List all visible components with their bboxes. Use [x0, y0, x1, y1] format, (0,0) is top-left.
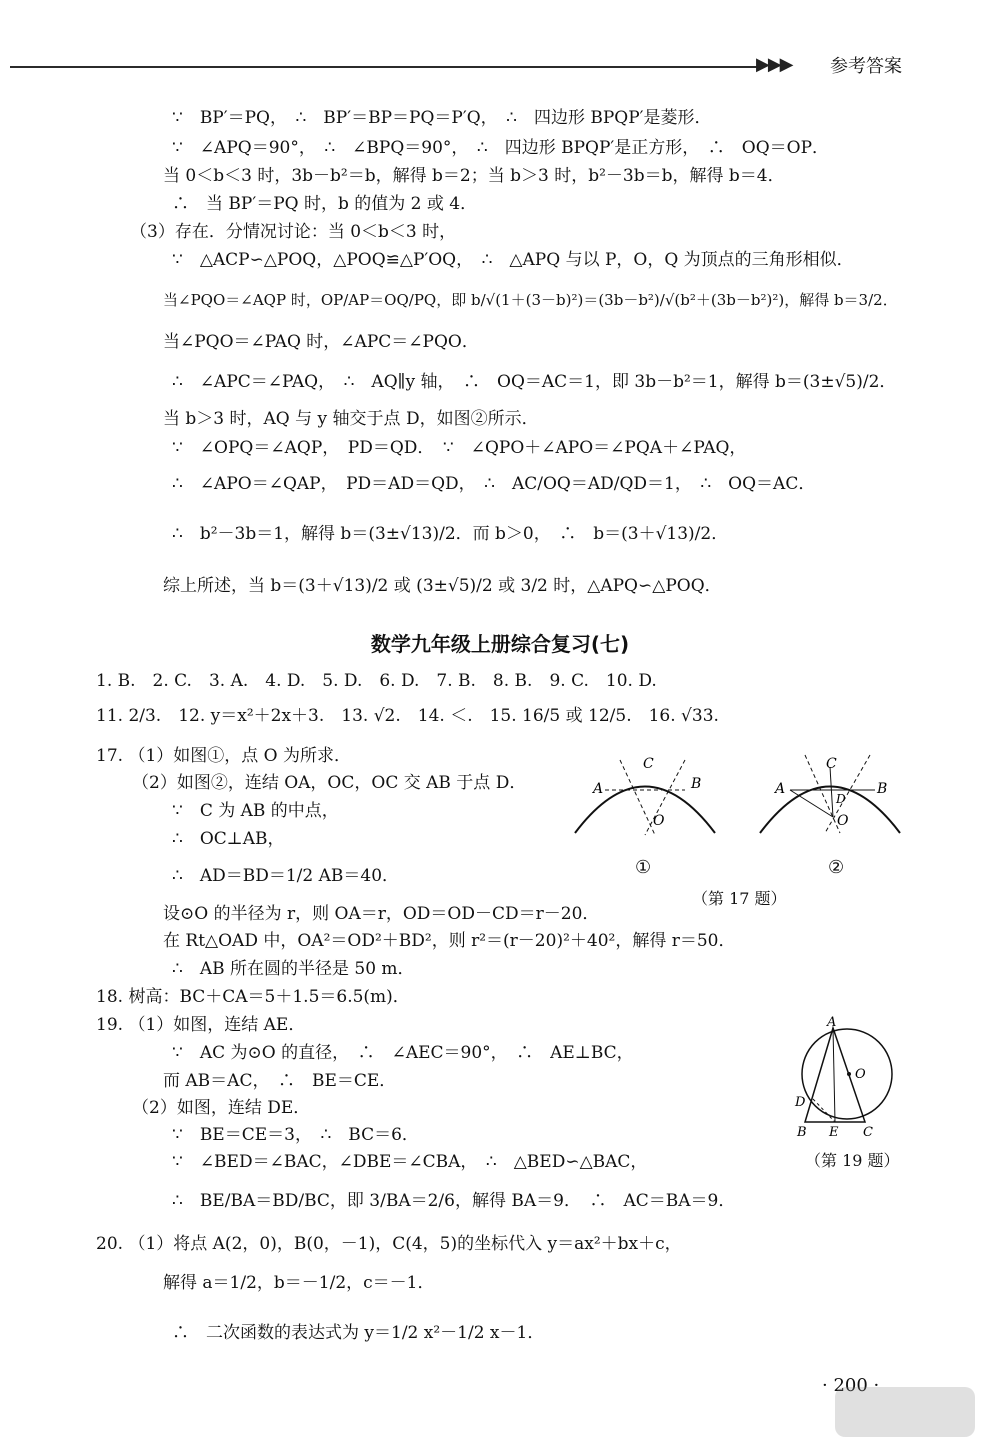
svg-text:O: O: [653, 813, 665, 829]
q20-line: 20. （1）将点 A(2，0)，B(0，－1)，C(4，5)的坐标代入 y＝ax²＋bx＋c，: [96, 1234, 682, 1254]
q20-line: ∴ 二次函数的表达式为 y＝1/2 x²－1/2 x－1．: [172, 1323, 545, 1343]
solution-line: 当 b＞3 时，AQ 与 y 轴交于点 D，如图②所示．: [163, 409, 539, 429]
svg-text:O: O: [837, 813, 849, 829]
svg-text:B: B: [797, 1125, 807, 1139]
solution-line: （3）存在．分情况讨论：当 0＜b＜3 时，: [130, 222, 457, 242]
q17-line: ∴ AD＝BD＝1/2 AB＝40．: [172, 866, 400, 886]
figure-17-caption: （第 17 题）: [692, 889, 787, 908]
solution-line: 当∠PQO＝∠PAQ 时，∠APC＝∠PQO．: [163, 332, 479, 352]
svg-text:A: A: [775, 781, 786, 797]
watermark-logo-icon: [830, 1382, 980, 1442]
q20-line: 解得 a＝1/2，b＝－1/2，c＝－1．: [163, 1273, 435, 1293]
figure-17-label-2: ②: [828, 857, 845, 878]
svg-text:B: B: [691, 776, 702, 792]
figure-17-label-1: ①: [635, 857, 652, 878]
solution-line: ∴ b²－3b＝1，解得 b＝(3±√13)/2．而 b＞0， ∴ b＝(3＋√13)/2．: [172, 524, 729, 544]
solution-line: ∴ ∠APC＝∠PAQ， ∴ AQ∥y 轴， ∴ OQ＝AC＝1，即 3b－b²＝1，解得 b＝(3±√5)/2．: [172, 372, 897, 392]
q19-line: ∵ BE＝CE＝3， ∴ BC＝6．: [172, 1125, 419, 1145]
q19-line: ∵ AC 为⊙O 的直径， ∴ ∠AEC＝90°， ∴ AE⊥BC，: [172, 1043, 634, 1063]
svg-text:E: E: [829, 1125, 839, 1139]
solution-line: ∵ △ACP∽△POQ，△POQ≌△P′OQ， ∴ △APQ 与以 P，O，Q 为顶点的三角形相似．: [172, 250, 854, 270]
q19-line: ∵ ∠BED＝∠BAC，∠DBE＝∠CBA， ∴ △BED∽△BAC，: [172, 1152, 648, 1172]
q19-line: ∴ BE/BA＝BD/BC，即 3/BA＝2/6，解得 BA＝9． ∴ AC＝BA＝9．: [172, 1191, 736, 1211]
figure-19-caption: （第 19 题）: [805, 1151, 900, 1170]
q17-line: 在 Rt△OAD 中，OA²＝OD²＋BD²，则 r²＝(r－20)²＋40²，解得 r＝50．: [163, 931, 736, 951]
mc-answers: 1. B. 2. C. 3. A. 4. D. 5. D. 6. D. 7. B. 8. B. 9. C. 10. D.: [96, 671, 657, 691]
section-title: 数学九年级上册综合复习(七): [370, 632, 630, 656]
solution-line: ∴ ∠APO＝∠QAP， PD＝AD＝QD， ∴ AC/OQ＝AD/QD＝1， ∴ OQ＝AC．: [172, 474, 816, 494]
svg-text:D: D: [836, 792, 846, 806]
figure-19: [785, 1014, 900, 1139]
q19-line: 19. （1）如图，连结 AE．: [96, 1015, 306, 1035]
q17-line: 设⊙O 的半径为 r，则 OA＝r，OD＝OD－CD＝r－20．: [163, 904, 600, 924]
header-title: 参考答案: [830, 56, 902, 77]
q17-line: ∵ C 为 AB 的中点，: [172, 801, 339, 821]
solution-line: 当∠PQO＝∠AQP 时，OP/AP＝OQ/PQ，即 b/√(1＋(3－b)²)＝(3b－b²)/√(b²＋(3b－b²)²)，解得 b＝3/2．: [163, 291, 898, 309]
svg-text:B: B: [877, 781, 888, 797]
q18-line: 18. 树高：BC＋CA＝5＋1.5＝6.5(m)．: [96, 987, 410, 1007]
svg-text:A: A: [827, 1015, 837, 1030]
svg-text:O: O: [855, 1067, 866, 1082]
fill-answers: 11. 2/3. 12. y＝x²＋2x＋3. 13. √2. 14. ＜. 15. 16/5 或 12/5. 16. √33.: [96, 706, 719, 726]
header-rule: [10, 66, 758, 68]
q19-line: 而 AB＝AC， ∴ BE＝CE．: [163, 1071, 397, 1091]
q19-line: （2）如图，连结 DE．: [132, 1098, 311, 1118]
page-number: · 200 ·: [822, 1375, 880, 1396]
q17-line: 17. （1）如图①，点 O 为所求．: [96, 746, 351, 766]
solution-line: 当 0＜b＜3 时，3b－b²＝b，解得 b＝2；当 b＞3 时，b²－3b＝b，解得 b＝4．: [163, 166, 785, 186]
solution-line: ∴ 当 BP′＝PQ 时，b 的值为 2 或 4．: [172, 194, 478, 214]
figure-17: [565, 745, 935, 880]
solution-line: ∵ ∠APQ＝90°， ∴ ∠BPQ＝90°， ∴ 四边形 BPQP′是正方形， ∴ OQ＝OP．: [172, 138, 830, 158]
svg-text:A: A: [593, 781, 604, 797]
header-arrows-icon: ▶▶▶: [756, 54, 792, 75]
svg-text:C: C: [643, 756, 654, 772]
q17-line: ∴ OC⊥AB，: [172, 829, 285, 849]
solution-line: ∵ BP′＝PQ， ∴ BP′＝BP＝PQ＝P′Q， ∴ 四边形 BPQP′是菱形．: [172, 108, 712, 128]
svg-text:C: C: [863, 1125, 873, 1139]
q17-line: （2）如图②，连结 OA，OC，OC 交 AB 于点 D．: [132, 773, 527, 793]
solution-line: ∵ ∠OPQ＝∠AQP， PD＝QD． ∵ ∠QPO＋∠APO＝∠PQA＋∠PAQ，: [172, 438, 747, 458]
solution-line: 综上所述，当 b＝(3＋√13)/2 或 (3±√5)/2 或 3/2 时，△APQ∽△POQ．: [163, 576, 722, 596]
q17-line: ∴ AB 所在圆的半径是 50 m．: [172, 959, 415, 979]
svg-text:D: D: [795, 1095, 806, 1110]
svg-text:C: C: [826, 756, 837, 772]
